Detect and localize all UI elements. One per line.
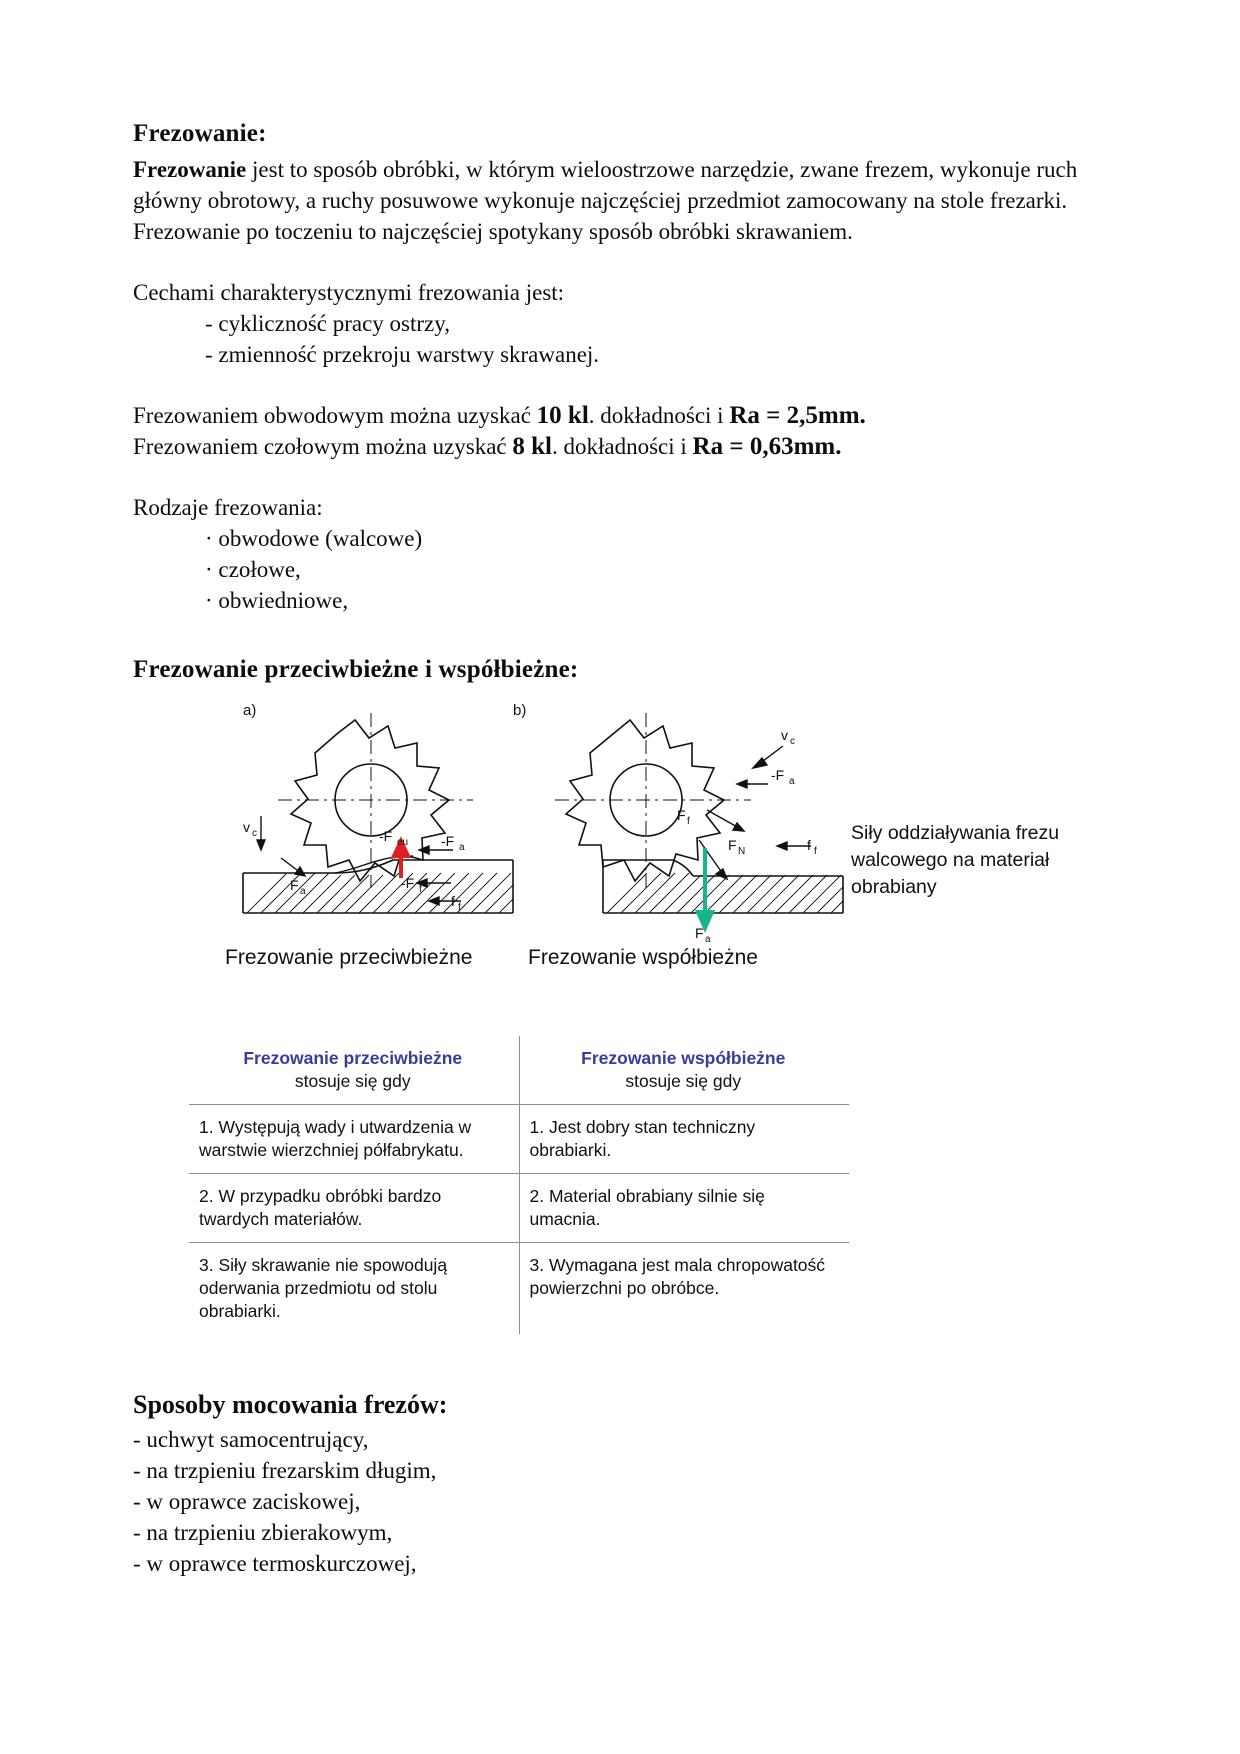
diagram-b-workpiece [603, 860, 843, 913]
accuracy-2-mid: . dokładności i [551, 434, 693, 459]
svg-text:-F: -F [401, 875, 415, 891]
diagram-b-hatching [607, 873, 843, 913]
diagram-a-hatching [247, 873, 513, 913]
section-heading-milling-directions: Frezowanie przeciwbieżne i współbieżne: [133, 656, 579, 683]
diagram-a-labels [243, 819, 465, 913]
table-row [189, 1243, 849, 1335]
table-header-row [189, 1036, 849, 1105]
table-cell: 3. Wymagana jest mala chropowatość powierzchni po obróbce. [529, 1255, 826, 1298]
table-cell: 1. Jest dobry stan techniczny obrabiarki. [519, 1105, 849, 1174]
svg-text:v: v [243, 819, 250, 835]
svg-text:f: f [458, 902, 461, 913]
mounting-item: - w oprawce zaciskowej, [133, 1489, 361, 1514]
table-cell: 2. Material obrabiany silnie się umacnia. [519, 1174, 849, 1243]
svg-text:-F: -F [379, 828, 393, 844]
svg-text:a: a [789, 776, 795, 787]
figure-note: Siły oddziaływania frezu walcowego na materiał obrabiany [851, 822, 1060, 898]
types-list [133, 523, 1093, 616]
table-cell: 3. Siły skrawanie nie spowodują oderwania przedmiotu od stolu obrabiarki. [189, 1243, 519, 1335]
svg-text:f: f [807, 837, 811, 853]
table-cell: 2. W przypadku obróbki bardzo twardych materiałów. [189, 1174, 519, 1243]
diagram-b-green-arrow [698, 848, 712, 928]
svg-text:eu: eu [397, 837, 409, 848]
svg-text:-F: -F [771, 767, 785, 783]
svg-text:c: c [790, 736, 795, 747]
list-item: · czołowe, [205, 557, 301, 582]
svg-text:F: F [695, 925, 704, 941]
figure-label-a: a) [243, 702, 257, 719]
list-item: - zmienność przekroju warstwy skrawanej. [205, 342, 600, 367]
accuracy-line-2 [133, 431, 1093, 462]
svg-text:F: F [290, 877, 299, 893]
accuracy-1-pre: Frezowaniem obwodowym można uzyskać [133, 403, 537, 428]
svg-text:f: f [451, 893, 455, 909]
table-cell: 1. Występują wady i utwardzenia w warstwie wierzchniej półfabrykatu. [189, 1105, 519, 1174]
list-item: · obwiedniowe, [205, 588, 349, 613]
table-header-left-sub: stosuje się gdy [294, 1071, 411, 1091]
diagram-b-centerlines [555, 713, 751, 888]
features-intro: Cechami charakterystycznymi frezowania jest: [133, 280, 565, 305]
milling-diagram-figure [183, 698, 1083, 988]
svg-text:c: c [252, 828, 257, 839]
svg-text:a: a [459, 842, 465, 853]
page-title: Frezowanie: [133, 120, 267, 147]
svg-text:f: f [687, 816, 690, 827]
svg-text:f: f [419, 884, 422, 895]
list-item: - cykliczność pracy ostrzy, [205, 311, 451, 336]
accuracy-1-ra: Ra = 2,5mm. [729, 402, 866, 429]
svg-text:v: v [781, 727, 788, 743]
svg-text:F: F [677, 807, 686, 823]
svg-text:-F: -F [441, 833, 455, 849]
accuracy-line-1 [133, 400, 1093, 431]
features-list [133, 308, 1093, 370]
table-header-right-title: Frezowanie współbieżne [581, 1048, 786, 1068]
figure-caption-right: Frezowanie współbieżne [528, 946, 758, 969]
mounting-item: - uchwyt samocentrujący, [133, 1427, 369, 1452]
mounting-item: - na trzpieniu zbierakowym, [133, 1520, 393, 1545]
svg-text:a: a [300, 886, 306, 897]
diagram-b-vectors [699, 746, 811, 879]
accuracy-2-pre: Frezowaniem czołowym można uzyskać [133, 434, 513, 459]
svg-text:N: N [738, 846, 746, 857]
table-header-right [519, 1036, 849, 1105]
section-heading-mounting: Sposoby mocowania frezów: [133, 1390, 448, 1419]
comparison-table [189, 1036, 849, 1334]
figure-caption-left: Frezowanie przeciwbieżne [225, 946, 473, 969]
svg-text:f: f [814, 846, 817, 857]
table-head [189, 1036, 849, 1105]
table-header-left [189, 1036, 519, 1105]
accuracy-1-class: 10 kl [536, 402, 589, 429]
figure-label-b: b) [513, 702, 527, 719]
svg-text:a: a [705, 934, 711, 945]
section-mounting-methods [133, 1390, 1093, 1579]
intro-text: jest to sposób obróbki, w którym wieloostrzowe narzędzie, zwane frezem, wykonuje ruch główny obrotowy, a ruchy posuwowe wykonuje najczęściej przedmiot zamocowany na stole frezarki. Frezowanie po toczeniu to najczęściej spotykany sposób obróbki skrawaniem. [133, 157, 1078, 244]
mounting-item: - w oprawce termoskurczowej, [133, 1551, 417, 1576]
accuracy-2-ra: Ra = 0,63mm. [692, 433, 842, 460]
types-intro: Rodzaje frezowania: [133, 495, 323, 520]
table-row [189, 1174, 849, 1243]
intro-paragraph [133, 154, 1093, 247]
table-row [189, 1105, 849, 1174]
list-item: · obwodowe (walcowe) [205, 526, 423, 551]
accuracy-2-class: 8 kl [512, 433, 552, 460]
table-header-right-sub: stosuje się gdy [625, 1071, 742, 1091]
mounting-item: - na trzpieniu frezarskim długim, [133, 1458, 437, 1483]
intro-bold-term: Frezowanie [133, 157, 247, 182]
table-body [189, 1105, 849, 1335]
table-header-left-title: Frezowanie przeciwbieżne [243, 1048, 463, 1068]
document-content [133, 120, 1093, 1579]
accuracy-1-mid: . dokładności i [588, 403, 730, 428]
svg-text:F: F [728, 837, 737, 853]
